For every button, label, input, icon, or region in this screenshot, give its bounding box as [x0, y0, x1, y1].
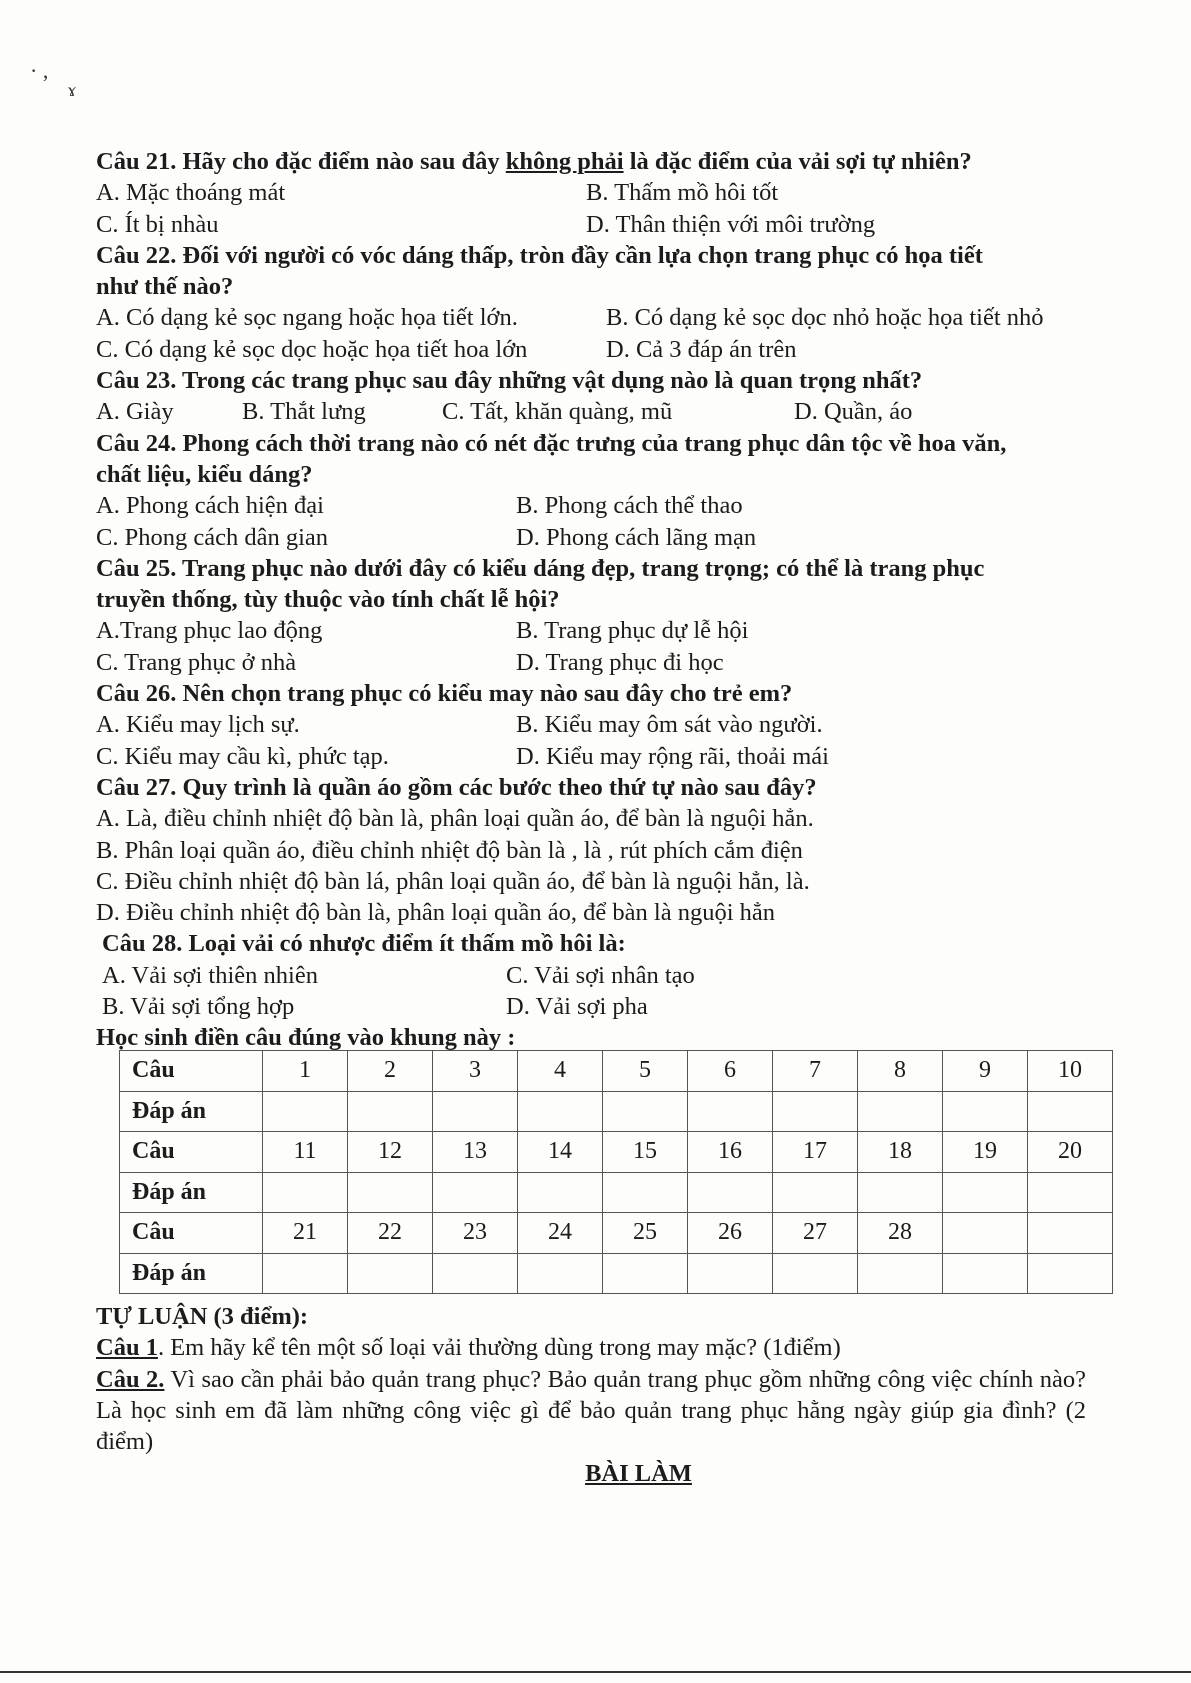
question-number-cell: 10 [1028, 1051, 1113, 1092]
option-a: A. Mặc thoáng mát [96, 179, 286, 207]
option-c: C. Tất, khăn quàng, mũ [442, 398, 673, 426]
option-d: D. Thân thiện với môi trường [586, 210, 876, 238]
question-number-cell: 25 [603, 1213, 688, 1254]
question-number-cell: 21 [263, 1213, 348, 1254]
answer-cell[interactable] [688, 1172, 773, 1213]
option-d: D. Vải sợi pha [506, 993, 648, 1021]
option-a: A. Có dạng kẻ sọc ngang hoặc họa tiết lớn. [96, 304, 518, 332]
option-b: B. Vải sợi tổng hợp [102, 993, 295, 1021]
question-number-cell [943, 1213, 1028, 1254]
option-d: D. Trang phục đi học [516, 648, 724, 676]
question-number-cell: 20 [1028, 1132, 1113, 1173]
option-d: D. Phong cách lãng mạn [516, 523, 757, 551]
option-row [96, 647, 1116, 678]
question-25: Câu 25. Trang phục nào dưới đây có kiểu dáng đẹp, trang trọng; có thể là trang phục [96, 554, 985, 582]
option-a: A. Kiểu may lịch sự. [96, 711, 300, 739]
answer-cell[interactable] [858, 1253, 943, 1294]
question-number-cell: 8 [858, 1051, 943, 1092]
question-number-cell: 17 [773, 1132, 858, 1173]
question-number-cell: 24 [518, 1213, 603, 1254]
option-d: D. Điều chỉnh nhiệt độ bàn là, phân loại quần áo, để bàn là nguội hẳn [96, 899, 776, 927]
answer-cell[interactable] [433, 1172, 518, 1213]
answer-cell[interactable] [263, 1091, 348, 1132]
option-c: C. Trang phục ở nhà [96, 648, 297, 676]
answer-cell[interactable] [943, 1253, 1028, 1294]
question-number-row [120, 1132, 1113, 1173]
question-21: Câu 21. Hãy cho đặc điểm nào sau đây không phải là đặc điểm của vải sợi tự nhiên? [96, 148, 972, 175]
answer-cell[interactable] [943, 1091, 1028, 1132]
question-27: Câu 27. Quy trình là quần áo gồm các bước theo thứ tự nào sau đây? [96, 773, 817, 801]
option-a: A.Trang phục lao động [96, 617, 323, 645]
option-row [96, 490, 1116, 521]
answer-cell[interactable] [263, 1172, 348, 1213]
option-a: A. Vải sợi thiên nhiên [102, 961, 318, 989]
option-b: B. Phân loại quần áo, điều chỉnh nhiệt độ bàn là , là , rút phích cắm điện [96, 836, 803, 864]
question-number-cell: 15 [603, 1132, 688, 1173]
question-number-row [120, 1051, 1113, 1092]
option-b: B. Trang phục dự lễ hội [516, 617, 749, 645]
option-a: A. Là, điều chỉnh nhiệt độ bàn là, phân loại quần áo, để bàn là nguội hẳn. [96, 805, 814, 833]
answer-cell[interactable] [518, 1253, 603, 1294]
question-24-cont: chất liệu, kiểu dáng? [96, 460, 313, 488]
essay-section [96, 1301, 1086, 1457]
emphasis-underline: không phải [505, 148, 624, 175]
row-label: Đáp án [120, 1172, 263, 1213]
answer-cell[interactable] [773, 1091, 858, 1132]
answer-cell[interactable] [943, 1172, 1028, 1213]
answer-cell[interactable] [263, 1253, 348, 1294]
question-number-cell: 18 [858, 1132, 943, 1173]
option-b: B. Thắt lưng [242, 398, 366, 426]
option-d: D. Cả 3 đáp án trên [606, 335, 797, 363]
row-label: Câu [120, 1051, 263, 1092]
option-row [96, 396, 1116, 427]
question-number-cell: 6 [688, 1051, 773, 1092]
answer-cell[interactable] [603, 1253, 688, 1294]
answer-area-heading: BÀI LÀM [585, 1460, 692, 1487]
answer-cell[interactable] [603, 1091, 688, 1132]
question-number-cell: 28 [858, 1213, 943, 1254]
question-number-cell: 9 [943, 1051, 1028, 1092]
answer-grid [119, 1050, 1113, 1294]
question-number-cell: 23 [433, 1213, 518, 1254]
question-number-cell: 22 [348, 1213, 433, 1254]
option-b: B. Có dạng kẻ sọc dọc nhỏ hoặc họa tiết nhỏ [606, 304, 1044, 332]
scan-speck: ɤ [68, 80, 76, 100]
option-c: C. Phong cách dân gian [96, 523, 329, 551]
option-row [96, 209, 1116, 240]
option-row [96, 522, 1116, 553]
answer-cell[interactable] [518, 1172, 603, 1213]
question-number-cell: 13 [433, 1132, 518, 1173]
question-23: Câu 23. Trong các trang phục sau đây những vật dụng nào là quan trọng nhất? [96, 367, 923, 395]
option-row [96, 741, 1116, 772]
option-b: B. Thấm mồ hôi tốt [586, 179, 779, 207]
answer-cell[interactable] [688, 1253, 773, 1294]
answer-cell[interactable] [858, 1172, 943, 1213]
answer-row [120, 1253, 1113, 1294]
answer-table-title: Học sinh điền câu đúng vào khung này : [96, 1024, 516, 1052]
option-row [96, 302, 1116, 333]
question-number-cell: 7 [773, 1051, 858, 1092]
answer-cell[interactable] [773, 1253, 858, 1294]
row-label: Đáp án [120, 1253, 263, 1294]
question-number-row [120, 1213, 1113, 1254]
option-row [96, 991, 1116, 1022]
answer-cell[interactable] [603, 1172, 688, 1213]
question-number-cell: 2 [348, 1051, 433, 1092]
option-b: B. Kiểu may ôm sát vào người. [516, 711, 823, 739]
question-number-cell: 27 [773, 1213, 858, 1254]
option-c: C. Điều chỉnh nhiệt độ bàn lá, phân loại quần áo, để bàn là nguội hẳn, là. [96, 867, 810, 895]
answer-row [120, 1172, 1113, 1213]
question-number-cell: 14 [518, 1132, 603, 1173]
question-24: Câu 24. Phong cách thời trang nào có nét đặc trưng của trang phục dân tộc về hoa văn, [96, 429, 1007, 457]
question-22-cont: như thế nào? [96, 273, 234, 301]
answer-cell[interactable] [1028, 1253, 1113, 1294]
essay-question-1: Câu 1. Em hãy kể tên một số loại vải thường dùng trong may mặc? (1điểm) [96, 1334, 841, 1362]
scan-speck: · , [30, 58, 49, 83]
essay-question-2: Câu 2. Vì sao cần phải bảo quản trang phục? Bảo quản trang phục gồm những công việc chính nào? Là học sinh em đã làm những công việc gì để bảo quản trang phục hằng ngày giúp gia đình? (2 điểm) [96, 1365, 1086, 1456]
answer-cell[interactable] [348, 1253, 433, 1294]
answer-cell[interactable] [773, 1172, 858, 1213]
row-label: Câu [120, 1132, 263, 1173]
scan-border [0, 1671, 1191, 1673]
question-26: Câu 26. Nên chọn trang phục có kiểu may nào sau đây cho trẻ em? [96, 680, 793, 708]
answer-cell[interactable] [348, 1091, 433, 1132]
question-number-cell: 4 [518, 1051, 603, 1092]
question-number-cell: 19 [943, 1132, 1028, 1173]
multiple-choice-section [96, 146, 1116, 1054]
option-b: B. Phong cách thể thao [516, 492, 743, 520]
answer-cell[interactable] [518, 1091, 603, 1132]
option-row [96, 177, 1116, 208]
option-d: D. Kiểu may rộng rãi, thoải mái [516, 742, 829, 770]
question-number-cell: 1 [263, 1051, 348, 1092]
option-c: C. Vải sợi nhân tạo [506, 961, 695, 989]
question-number-cell: 5 [603, 1051, 688, 1092]
row-label: Đáp án [120, 1091, 263, 1132]
question-28: Câu 28. Loại vải có nhược điểm ít thấm mồ hôi là: [102, 930, 626, 958]
answer-cell[interactable] [1028, 1091, 1113, 1132]
option-c: C. Kiểu may cầu kì, phức tạp. [96, 742, 389, 770]
answer-cell[interactable] [348, 1172, 433, 1213]
option-row [96, 709, 1116, 740]
essay-question-label: Câu 1 [96, 1334, 158, 1362]
question-number-cell [1028, 1213, 1113, 1254]
question-number-cell: 12 [348, 1132, 433, 1173]
row-label: Câu [120, 1213, 263, 1254]
question-number-cell: 26 [688, 1213, 773, 1254]
essay-question-label: Câu 2. [96, 1365, 165, 1393]
option-a: A. Giày [96, 398, 174, 426]
option-row [96, 615, 1116, 646]
answer-cell[interactable] [858, 1091, 943, 1132]
answer-cell[interactable] [1028, 1172, 1113, 1213]
option-row [96, 960, 1116, 991]
answer-row [120, 1091, 1113, 1132]
question-number-cell: 11 [263, 1132, 348, 1173]
answer-cell[interactable] [433, 1253, 518, 1294]
option-a: A. Phong cách hiện đại [96, 492, 324, 520]
option-c: C. Ít bị nhàu [96, 210, 219, 238]
answer-cell[interactable] [688, 1091, 773, 1132]
question-25-cont: truyền thống, tùy thuộc vào tính chất lễ hội? [96, 586, 560, 614]
essay-heading: TỰ LUẬN (3 điểm): [96, 1303, 309, 1330]
option-row [96, 334, 1116, 365]
question-number-cell: 16 [688, 1132, 773, 1173]
option-d: D. Quần, áo [794, 398, 913, 426]
question-number-cell: 3 [433, 1051, 518, 1092]
option-c: C. Có dạng kẻ sọc dọc hoặc họa tiết hoa lớn [96, 335, 528, 363]
answer-cell[interactable] [433, 1091, 518, 1132]
question-22: Câu 22. Đối với người có vóc dáng thấp, tròn đầy cần lựa chọn trang phục có họa tiết [96, 241, 983, 269]
